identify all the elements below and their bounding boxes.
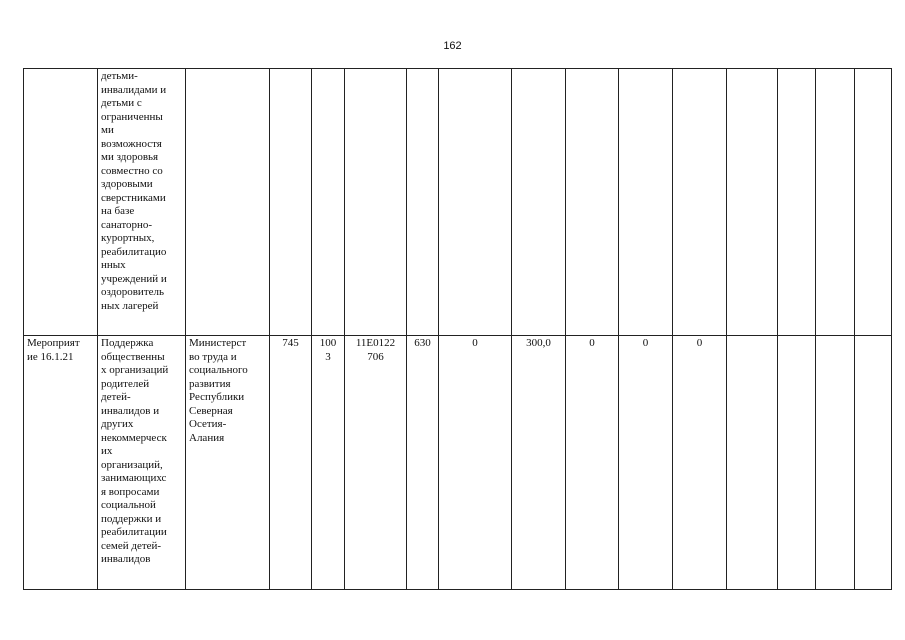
value-cell [816, 69, 855, 336]
value-cell: 0 [673, 336, 727, 590]
table-row [24, 336, 892, 590]
value-cell [778, 69, 816, 336]
description-cell: Поддержка общественны х организаций родителей детей- инвалидов и других некоммерческ их организаций, занимающихс я вопросами социальной поддержки и реабилитации семей детей- инвалидов [98, 336, 186, 590]
csr-cell [345, 69, 407, 336]
executor-cell: Министерст во труда и социального развития Республики Северная Осетия- Алания [186, 336, 270, 590]
rzpr-cell: 100 3 [312, 336, 345, 590]
value-cell [855, 336, 892, 590]
value-cell: 0 [566, 336, 619, 590]
value-cell [727, 336, 778, 590]
value-cell [439, 69, 512, 336]
vr-cell: 630 [407, 336, 439, 590]
value-cell [566, 69, 619, 336]
grbs-cell: 745 [270, 336, 312, 590]
grbs-cell [270, 69, 312, 336]
value-cell: 0 [619, 336, 673, 590]
vr-cell [407, 69, 439, 336]
rzpr-cell [312, 69, 345, 336]
value-cell [619, 69, 673, 336]
value-cell [855, 69, 892, 336]
value-cell [778, 336, 816, 590]
table-row [24, 69, 892, 336]
value-cell [673, 69, 727, 336]
value-cell [727, 69, 778, 336]
measure-cell [24, 69, 98, 336]
value-cell [816, 336, 855, 590]
executor-cell [186, 69, 270, 336]
program-measures-table [23, 68, 892, 590]
page-number: 162 [443, 40, 462, 52]
value-cell [512, 69, 566, 336]
csr-cell: 11Е0122 706 [345, 336, 407, 590]
value-cell: 0 [439, 336, 512, 590]
measure-cell: Мероприят ие 16.1.21 [24, 336, 98, 590]
description-cell: детьми- инвалидами и детьми с ограниченны ми возможностя ми здоровья совместно со здоровыми сверстниками на базе санаторно- курортных, реабилитацио нных учреждений и оздоровитель ных лагерей [98, 69, 186, 336]
value-cell: 300,0 [512, 336, 566, 590]
